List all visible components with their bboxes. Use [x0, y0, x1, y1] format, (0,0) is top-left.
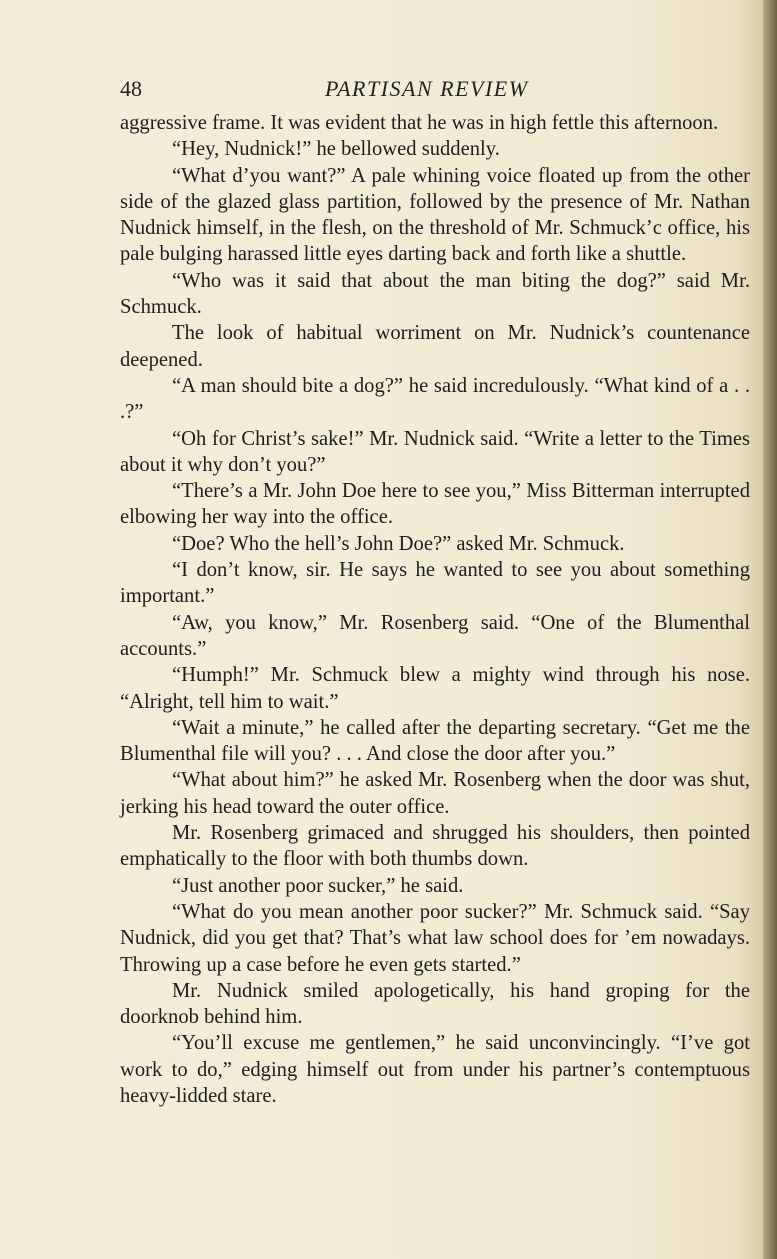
paragraph: “Oh for Christ’s sake!” Mr. Nudnick said. “Write a letter to the Times about it why don’t you?” [120, 427, 750, 476]
paragraph: “Hey, Nudnick!” he bellowed suddenly. [172, 138, 500, 161]
paragraph: “Just another poor sucker,” he said. [172, 874, 464, 897]
paragraph: “What do you mean another poor sucker?” Mr. Schmuck said. “Say Nudnick, did you get that? That’s what law school does for ’em nowadays. Throwing up a case before he even gets started.” [120, 900, 750, 976]
paragraph: “Who was it said that about the man biting the dog?” said Mr. Schmuck. [120, 269, 750, 319]
page-number: 48 [120, 76, 142, 101]
paragraph: “You’ll excuse me gentlemen,” he said unconvincingly. “I’ve got work to do,” edging himself out from under his partner’s contemptuous heavy-lidded stare. [120, 1032, 750, 1107]
paragraph: “There’s a Mr. John Doe here to see you,” Miss Bitterman interrupted elbowing her way into the office. [120, 480, 750, 529]
paragraph: “I don’t know, sir. He says he wanted to see you about something important.” [120, 559, 750, 608]
page-edge-shadow [763, 0, 777, 1259]
paragraph: “Aw, you know,” Mr. Rosenberg said. “One of the Blumenthal accounts.” [120, 611, 750, 660]
paragraph: Mr. Nudnick smiled apologetically, his hand groping for the doorknob behind him. [120, 979, 750, 1029]
body-text [120, 110, 750, 1109]
paragraph: The look of habitual worriment on Mr. Nudnick’s countenance deepened. [120, 322, 750, 371]
paragraph: “A man should bite a dog?” he said incredulously. “What kind of a . . .?” [120, 374, 750, 424]
paragraph: aggressive frame. It was evident that he was in high fettle this afternoon. [120, 112, 719, 134]
paragraph: Mr. Rosenberg grimaced and shrugged his shoulders, then pointed emphatically to the floor with both thumbs down. [120, 822, 750, 871]
paragraph: “Wait a minute,” he called after the departing secretary. “Get me the Blumenthal file will you? . . . And close the door after you.” [120, 716, 750, 766]
paragraph: “What d’you want?” A pale whining voice floated up from the other side of the glazed glass partition, followed by the presence of Mr. Nathan Nudnick himself, in the flesh, on the threshold of Mr. Schmuck’c office, his pale bulging harassed little eyes darting back and forth like a shuttle. [120, 164, 750, 266]
page-header [120, 72, 750, 106]
running-title: PARTISAN REVIEW [325, 76, 529, 101]
paragraph: “Doe? Who the hell’s John Doe?” asked Mr. Schmuck. [172, 532, 625, 555]
paragraph: “Humph!” Mr. Schmuck blew a mighty wind through his nose. “Alright, tell him to wait.” [120, 664, 750, 713]
paragraph: “What about him?” he asked Mr. Rosenberg when the door was shut, jerking his head toward the outer office. [120, 769, 750, 818]
